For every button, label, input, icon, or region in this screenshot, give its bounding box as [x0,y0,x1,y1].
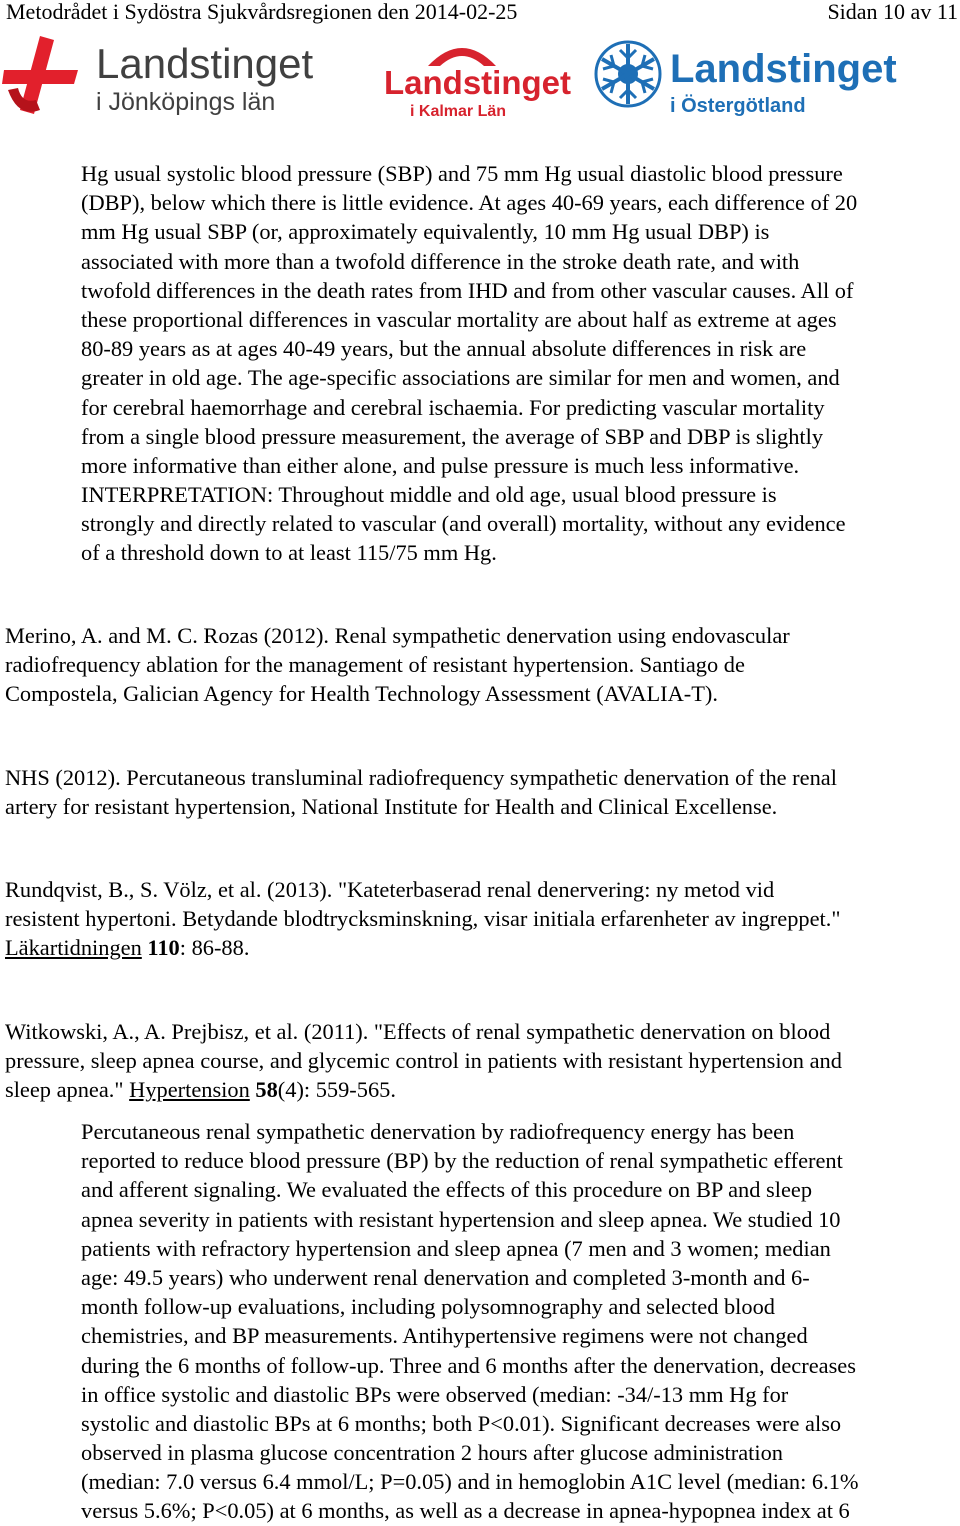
logo-landstinget-ostergotland [590,34,910,120]
abstract-line: systolic and diastolic BPs at 6 months; both P<0.01). Significant decreases were also [81,1410,842,1436]
snowflake-icon [596,42,660,106]
abstract-witkowski [81,1117,859,1526]
logo-ostergotland-name: Landstinget [670,47,897,91]
abstract-line: strongly and directly related to vascular (and overall) mortality, without any evidence [81,511,846,537]
reference-rundqvist [5,875,840,963]
reference-line: artery for resistant hypertension, National Institute for Health and Clinical Excellense. [5,794,778,820]
reference-citation-line [5,933,840,962]
reference-line: radiofrequency ablation for the management of resistant hypertension. Santiago de [5,652,745,678]
abstract-line: mm Hg usual SBP (or, approximately equivalently, 10 mm Hg usual DBP) is [81,219,770,245]
logo-jonkoping-name: Landstinget [96,40,314,87]
reference-witkowski [5,1017,842,1105]
journal-name: Hypertension [129,1077,250,1103]
abstract-line: of a threshold down to at least 115/75 mm Hg. [81,540,497,566]
abstract-line: greater in old age. The age-specific associations are similar for men and women, and [81,365,840,391]
abstract-line: in office systolic and diastolic BPs were observed (median: -34/-13 mm Hg for [81,1381,789,1407]
reference-line-prefix: sleep apnea." [5,1077,130,1103]
red-cross-ribbon-icon [2,36,80,126]
abstract-line: month follow-up evaluations, including polysomnography and selected blood [81,1294,775,1320]
abstract-continuation [81,159,857,568]
abstract-line: patients with refractory hypertension and sleep apnea (7 men and 3 women; median [81,1235,831,1261]
reference-citation-line [5,1075,842,1104]
logo-ostergotland-sub: i Östergötland [670,95,806,117]
abstract-line: INTERPRETATION: Throughout middle and old age, usual blood pressure is [81,482,777,508]
journal-volume: 58 [255,1077,278,1103]
abstract-line: reported to reduce blood pressure (BP) by the reduction of renal sympathetic efferent [81,1148,843,1174]
abstract-line: Percutaneous renal sympathetic denervation by radiofrequency energy has been [81,1119,795,1144]
abstract-line: from a single blood pressure measurement, the average of SBP and DBP is slightly [81,423,824,449]
reference-line: pressure, sleep apnea course, and glycemic control in patients with resistant hypertension and [5,1048,842,1074]
abstract-line: these proportional differences in vascular mortality are about half as extreme at ages [81,306,837,332]
journal-pages: : 86-88. [179,935,250,961]
abstract-line: associated with more than a twofold difference in the stroke death rate, and with [81,248,800,274]
abstract-line: chemistries, and BP measurements. Antihypertensive regimens were not changed [81,1323,808,1349]
abstract-line: observed in plasma glucose concentration 2 hours after glucose administration [81,1440,783,1466]
reference-merino [5,621,790,709]
abstract-line: age: 49.5 years) who underwent renal denervation and completed 3-month and 6- [81,1264,810,1290]
reference-line: Merino, A. and M. C. Rozas (2012). Renal sympathetic denervation using endovascular [5,623,790,648]
logo-landstinget-kalmar [380,36,571,120]
abstract-line: Hg usual systolic blood pressure (SBP) and 75 mm Hg usual diastolic blood pressure [81,161,843,186]
page-number: Sidan 10 av 11 [827,0,958,24]
abstract-line: during the 6 months of follow-up. Three and 6 months after the denervation, decreases [81,1352,856,1378]
abstract-line: (DBP), below which there is little evidence. At ages 40-69 years, each difference of 20 [81,190,858,216]
reference-line: resistent hypertoni. Betydande blodtrycksminskning, visar initiala erfarenheter av ingreppet." [5,906,841,932]
logo-kalmar-name: Landstinget [384,64,571,101]
journal-pages: (4): 559-565. [277,1077,396,1103]
page-header-title: Metodrådet i Sydöstra Sjukvårdsregionen den 2014-02-25 [6,0,518,24]
journal-volume: 110 [147,935,180,961]
journal-name: Läkartidningen [5,935,142,961]
reference-nhs [5,763,837,821]
reference-line: Witkowski, A., A. Prejbisz, et al. (2011). "Effects of renal sympathetic denervation on blood [5,1019,831,1044]
abstract-line: apnea severity in patients with resistant hypertension and sleep apnea. We studied 10 [81,1206,841,1232]
abstract-line: for cerebral haemorrhage and cerebral ischaemia. For predicting vascular mortality [81,394,825,420]
abstract-line: and afferent signaling. We evaluated the effects of this procedure on BP and sleep [81,1177,813,1203]
abstract-line: versus 5.6%; P<0.05) at 6 months, as well as a decrease in apnea-hypopnea index at 6 [81,1498,850,1524]
abstract-line: more informative than either alone, and pulse pressure is much less informative. [81,452,800,478]
reference-line: Rundqvist, B., S. Völz, et al. (2013). "Kateterbaserad renal denervering: ny metod vid [5,877,775,902]
abstract-line: twofold differences in the death rates from IHD and from other vascular causes. All of [81,277,854,303]
reference-line: Compostela, Galician Agency for Health Technology Assessment (AVALIA-T). [5,681,718,707]
logo-landstinget-jonkoping [0,30,345,120]
reference-line: NHS (2012). Percutaneous transluminal radiofrequency sympathetic denervation of the renal [5,765,837,790]
abstract-line: (median: 7.0 versus 6.4 mmol/L; P=0.05) and in hemoglobin A1C level (median: 6.1% [81,1469,859,1495]
abstract-line: 80-89 years as at ages 40-49 years, but the annual absolute differences in risk are [81,336,807,362]
logo-jonkoping-sub: i Jönköpings län [96,88,276,116]
logo-kalmar-sub: i Kalmar Län [410,103,507,120]
